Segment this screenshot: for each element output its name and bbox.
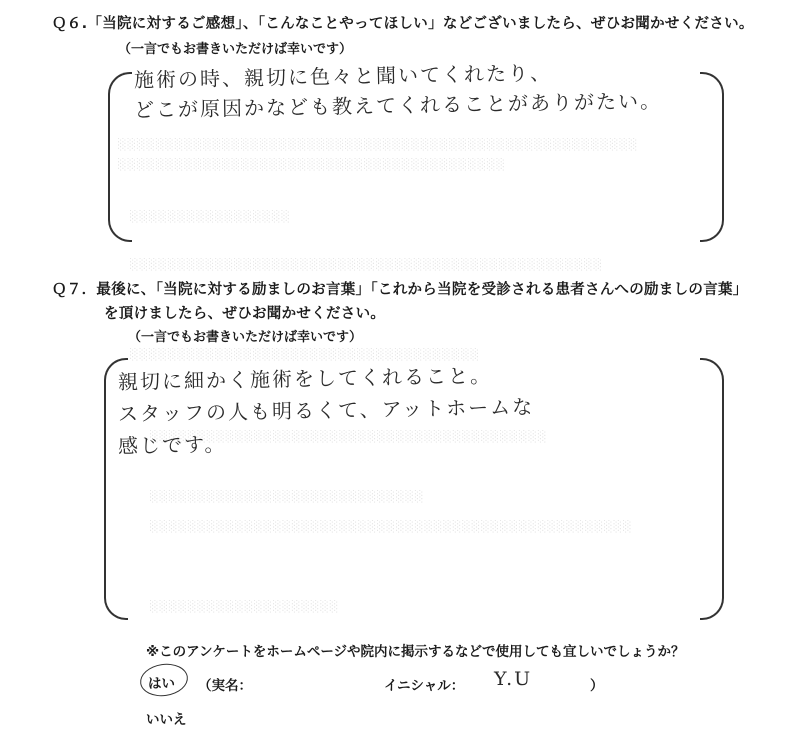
show-through-text: ░░░░░░░░░░░░░░░░░░░░░░░░░░░░░░░░░░░░░░░░░░░░░░░░░░░░░░░: [118, 138, 639, 151]
initial-value[interactable]: Y.U: [494, 668, 533, 690]
real-name-label: （実名：: [198, 678, 252, 694]
q7-title-line-2: を頂けましたら、ぜひお聞かせください。: [104, 306, 386, 322]
show-through-text: ░░░░░░░░░░░░░░░░░: [130, 210, 291, 223]
show-through-text: ░░░░░░░░░░░░░░░░░░░░░░░░░░░░░░░░░░░░░░░░░░: [150, 430, 548, 443]
q7-answer-line-1: 親切に細かく施術をしてくれること。: [117, 363, 493, 394]
initial-label: イニシャル：: [384, 678, 465, 694]
consent-question: ※このアンケートをホームページや院内に掲示するなどで使用しても宜しいでしょうか？: [146, 644, 685, 660]
q6-answer-bracket-left: [108, 72, 132, 242]
show-through-text: ░░░░░░░░░░░░░░░░░░░░░░░░░░░░░: [150, 490, 425, 503]
consent-yes-option[interactable]: はい: [148, 676, 175, 692]
q7-note: （一言でもお書きいただけば幸いです）: [128, 330, 363, 345]
initial-close-paren: ）: [590, 678, 604, 694]
q7-answer-bracket-right: [700, 358, 724, 620]
q6-answer-line-2: どこが原因かなども教えてくれることがありがたい。: [133, 88, 663, 122]
show-through-text: ░░░░░░░░░░░░░░░░░░░░░░░░░░░░░░░░░░░░░░░░░: [118, 158, 506, 171]
q7-title-line-1: Ｑ７．最後に、「当院に対する励ましのお言葉」「これから当院を受診される患者さんへの励ましの言葉」: [52, 282, 748, 298]
show-through-text: ░░░░░░░░░░░░░░░░░░░░░░░░░░░░░░░░░░░░░░░░░░░░░░░░░░: [130, 258, 603, 271]
show-through-text: ░░░░░░░░░░░░░░░░░░░░░░░░░░░░░░░░░░░░░░░░░░░░░░░░░░░: [150, 520, 633, 533]
consent-no-option[interactable]: いいえ: [146, 712, 187, 728]
q6-answer-bracket-right: [700, 72, 724, 242]
q6-answer-line-1: 施術の時、親切に色々と聞いてくれたり、: [133, 60, 553, 92]
q6-title: Ｑ６.「当院に対するご感想」、「こんなことやってほしい」などございましたら、ぜひお聞かせください。: [52, 16, 754, 32]
show-through-text: ░░░░░░░░░░░░░░░░░░░░░░░░░░░░░░░░░░░░░: [130, 348, 481, 361]
q7-answer-line-2: スタッフの人も明るくて、アットホームな: [117, 394, 535, 426]
q6-note: （一言でもお書きいただけば幸いです）: [118, 42, 353, 57]
show-through-text: ░░░░░░░░░░░░░░░░░░░░: [150, 600, 340, 613]
q7-answer-line-3: 感じです。: [117, 432, 227, 458]
